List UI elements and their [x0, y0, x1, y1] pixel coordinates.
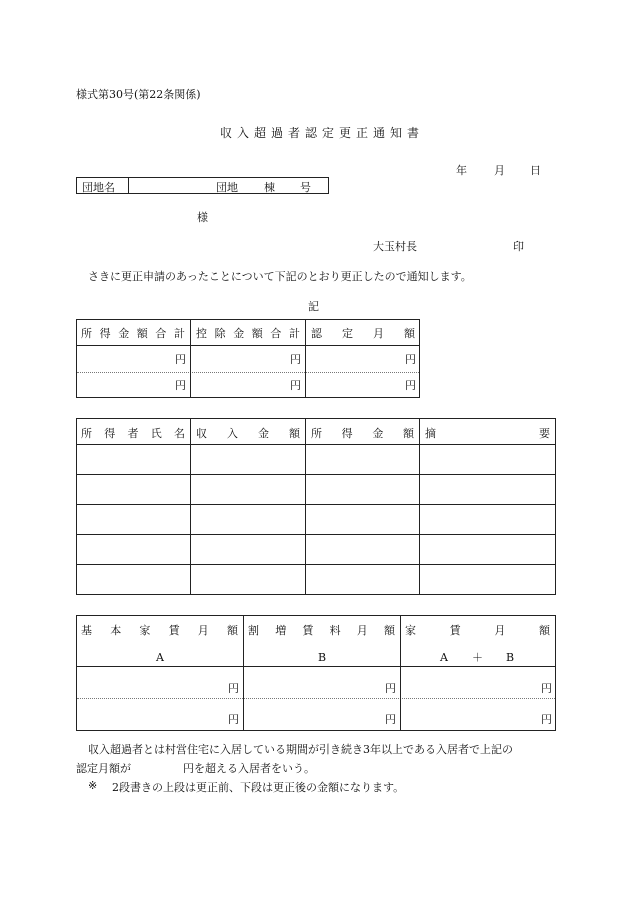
- header-char: 所: [81, 327, 92, 340]
- header-char: 控: [196, 327, 207, 340]
- yen-unit: 円: [541, 682, 552, 695]
- yen-unit: 円: [228, 713, 239, 726]
- danchi-name-label: 団地名: [82, 181, 115, 194]
- yen-unit: 円: [228, 682, 239, 695]
- table3-header-surcharge: [248, 622, 395, 638]
- header-char: 要: [539, 427, 550, 440]
- header-char: 賃: [449, 624, 461, 637]
- header-char: 額: [289, 427, 300, 440]
- ki-label: 記: [308, 300, 319, 313]
- header-char: 料: [329, 624, 341, 637]
- note-mark: ※: [88, 779, 98, 792]
- header-char: 金: [258, 427, 269, 440]
- header-char: 月: [494, 624, 506, 637]
- header-char: 得: [341, 427, 353, 440]
- date-month-label: 月: [494, 164, 505, 177]
- header-char: 認: [311, 327, 322, 340]
- header-char: 額: [136, 327, 148, 340]
- header-char: 金: [372, 427, 384, 440]
- header-char: 賃: [168, 624, 180, 637]
- header-char: 本: [110, 624, 122, 637]
- header-char: 増: [275, 624, 287, 637]
- header-char: 計: [288, 327, 300, 340]
- header-char: 所: [81, 427, 92, 440]
- label-b: B: [318, 651, 327, 664]
- header-char: 金: [233, 327, 245, 340]
- issuer-name: 大玉村長: [373, 240, 417, 253]
- header-char: 入: [227, 427, 238, 440]
- document-title: 収入超過者認定更正通知書: [220, 126, 425, 140]
- plus-sign: ＋: [472, 651, 483, 664]
- header-char: 名: [174, 427, 185, 440]
- label-a: A: [440, 651, 448, 664]
- date-day-label: 日: [530, 164, 541, 177]
- table2-header-income-amount: [196, 425, 300, 441]
- recipient-suffix: 様: [197, 211, 208, 224]
- note-line-3: 2段書きの上段は更正前、下段は更正後の金額になります。: [112, 781, 405, 794]
- header-char: 者: [127, 427, 139, 440]
- table3-header-base-rent: [81, 622, 238, 638]
- label-b: B: [506, 651, 515, 664]
- yen-unit: 円: [405, 353, 416, 366]
- header-char: 賃: [302, 624, 314, 637]
- label-a: A: [156, 651, 164, 664]
- note-line-2a: 認定月額が: [76, 762, 131, 775]
- header-char: 月: [197, 624, 209, 637]
- header-char: 合: [155, 327, 167, 340]
- yen-unit: 円: [541, 713, 552, 726]
- header-char: 収: [196, 427, 207, 440]
- header-char: 摘: [425, 427, 436, 440]
- yen-unit: 円: [175, 379, 186, 392]
- header-char: 割: [248, 624, 259, 637]
- header-char: 定: [342, 327, 353, 340]
- table2-header-earner-name: [81, 425, 185, 441]
- header-char: 除: [214, 327, 226, 340]
- header-char: 額: [402, 427, 414, 440]
- table2-header-remarks: [425, 425, 550, 441]
- header-char: 額: [404, 327, 415, 340]
- date-year-label: 年: [456, 164, 467, 177]
- header-char: 基: [81, 624, 92, 637]
- header-char: 氏: [150, 427, 162, 440]
- yen-unit: 円: [385, 713, 396, 726]
- seal-mark: 印: [513, 240, 524, 253]
- header-char: 額: [251, 327, 263, 340]
- header-char: 金: [118, 327, 130, 340]
- header-char: 所: [311, 427, 322, 440]
- go-label: 号: [300, 181, 311, 194]
- header-char: 額: [383, 624, 395, 637]
- yen-unit: 円: [385, 682, 396, 695]
- yen-unit: 円: [405, 379, 416, 392]
- header-char: 家: [405, 624, 416, 637]
- header-char: 月: [356, 624, 368, 637]
- header-char: 合: [270, 327, 282, 340]
- table1-header-deduction-total: [196, 325, 300, 341]
- form-number: 様式第30号(第22条関係): [76, 88, 201, 101]
- mune-label: 棟: [264, 181, 275, 194]
- header-char: 額: [226, 624, 238, 637]
- danchi-label: 団地: [216, 181, 238, 194]
- intro-text: さきに更正申請のあったことについて下記のとおり更正したので通知します。: [88, 270, 472, 283]
- header-char: 得: [104, 427, 116, 440]
- table3-header-rent-total: [405, 622, 550, 638]
- table1-header-income-total: [81, 325, 185, 341]
- header-char: 月: [373, 327, 384, 340]
- header-char: 計: [173, 327, 185, 340]
- note-line-2b: 円を超える入居者をいう。: [183, 762, 315, 775]
- table1-header-monthly-amount: [311, 325, 415, 341]
- yen-unit: 円: [290, 353, 301, 366]
- yen-unit: 円: [290, 379, 301, 392]
- yen-unit: 円: [175, 353, 186, 366]
- table2-header-earned-amount: [311, 425, 414, 441]
- header-char: 家: [139, 624, 151, 637]
- header-char: 得: [99, 327, 111, 340]
- header-char: 額: [538, 624, 550, 637]
- note-line-1: 収入超過者とは村営住宅に入居している期間が引き続き3年以上である入居者で上記の: [88, 743, 513, 756]
